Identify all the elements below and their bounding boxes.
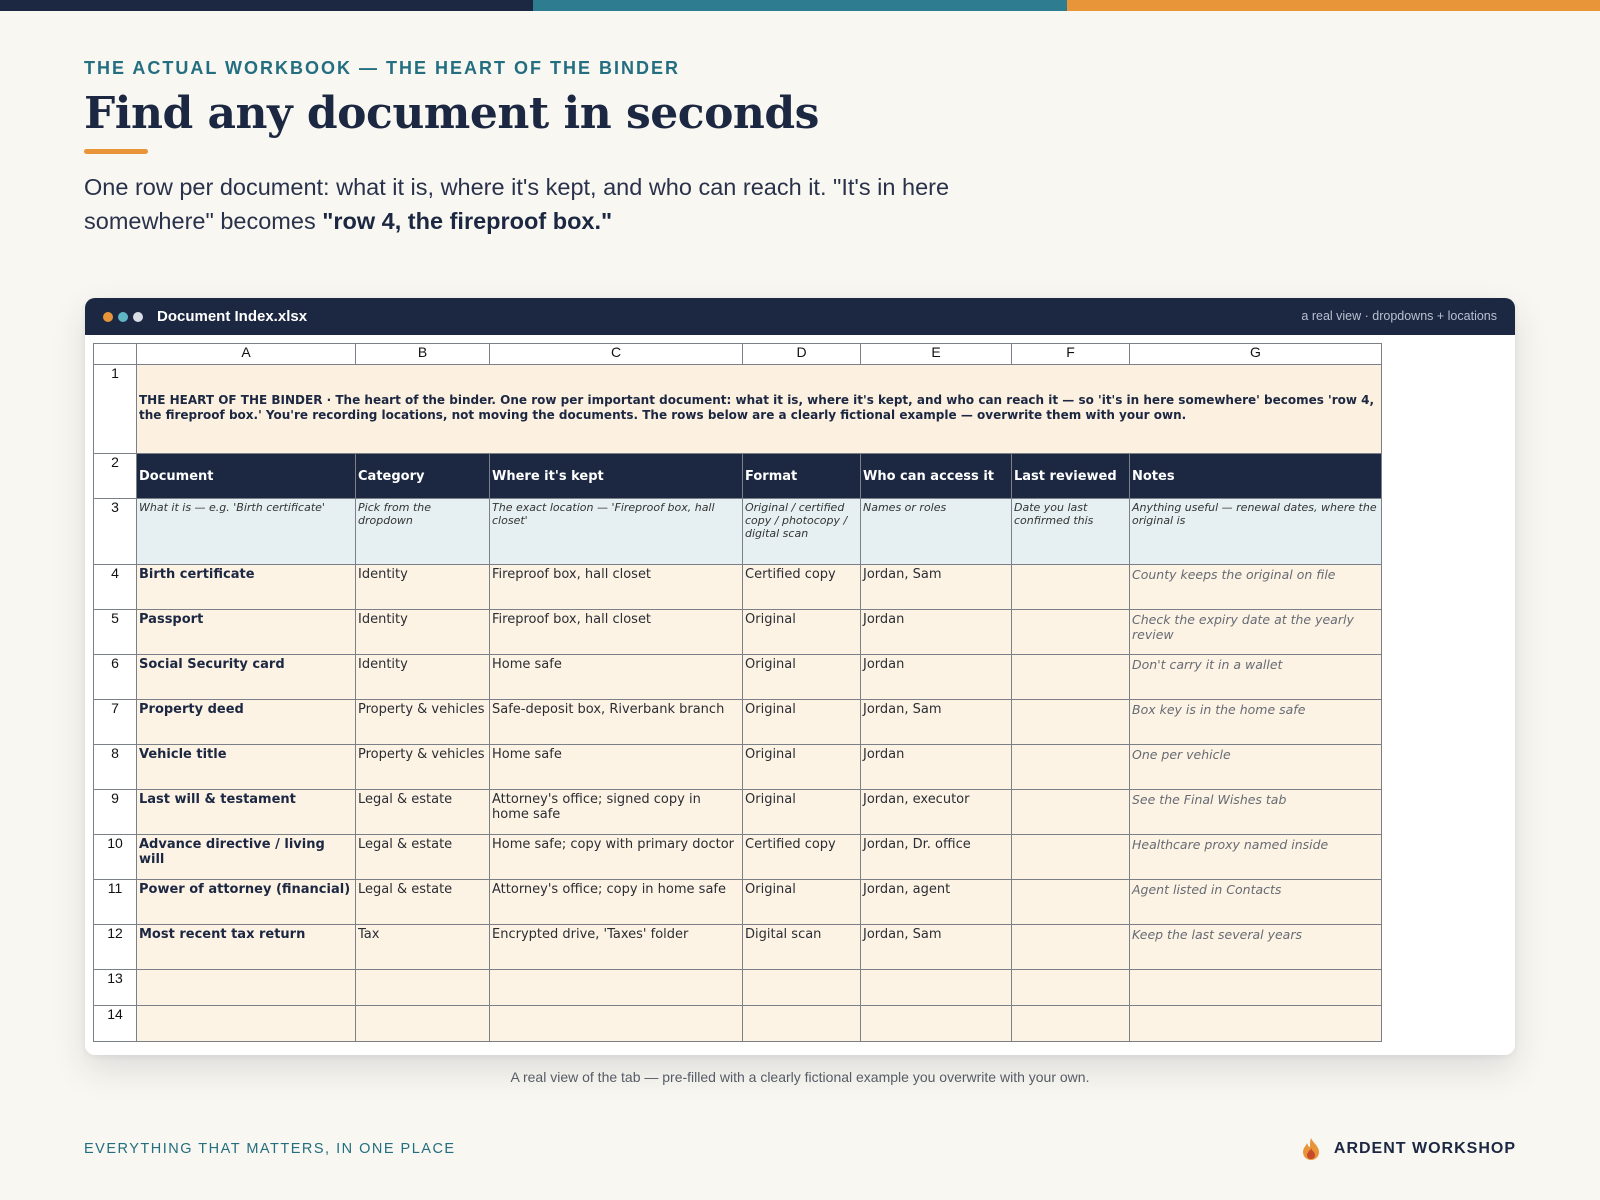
hint-cell[interactable]: Anything useful — renewal dates, where the original is (1130, 499, 1382, 565)
hint-row (94, 499, 1382, 565)
table-cell[interactable]: Box key is in the home safe (1130, 700, 1382, 745)
column-letter[interactable]: C (490, 344, 743, 365)
table-row (94, 790, 1382, 835)
table-cell[interactable] (137, 1006, 356, 1042)
table-row (94, 745, 1382, 790)
footer-tagline: EVERYTHING THAT MATTERS, IN ONE PLACE (84, 1141, 456, 1157)
table-cell[interactable]: Home safe (490, 655, 743, 700)
table-cell[interactable]: Jordan, agent (861, 880, 1012, 925)
banner-title: THE HEART OF THE BINDER (139, 393, 323, 407)
table-cell[interactable]: Attorney's office; signed copy in home safe (490, 790, 743, 835)
window-note: a real view · dropdowns + locations (1301, 309, 1497, 323)
table-cell[interactable]: Don't carry it in a wallet (1130, 655, 1382, 700)
table-cell[interactable]: Legal & estate (356, 790, 490, 835)
table-cell[interactable]: Encrypted drive, 'Taxes' folder (490, 925, 743, 970)
row-number[interactable]: 4 (94, 565, 137, 610)
table-cell[interactable]: Original (743, 790, 861, 835)
row-number[interactable]: 14 (94, 1006, 137, 1042)
eyebrow: THE ACTUAL WORKBOOK — THE HEART OF THE BINDER (84, 58, 680, 78)
row-number[interactable]: 2 (94, 454, 137, 499)
table-cell[interactable] (1012, 925, 1130, 970)
table-cell[interactable]: Last will & testament (137, 790, 356, 835)
table-cell[interactable]: Jordan (861, 745, 1012, 790)
banner-cell[interactable] (137, 365, 1382, 454)
table-cell[interactable]: Healthcare proxy named inside (1130, 835, 1382, 880)
header-row (94, 454, 1382, 499)
top-bar-teal (533, 0, 1066, 11)
caption: A real view of the tab — pre-filled with a clearly fictional example you overwrite with your own. (510, 1069, 1090, 1085)
table-cell[interactable] (490, 1006, 743, 1042)
table-cell[interactable] (1130, 970, 1382, 1006)
column-header-row (94, 344, 1382, 365)
table-cell[interactable]: Jordan, Sam (861, 925, 1012, 970)
table-cell[interactable] (1012, 565, 1130, 610)
row-number[interactable]: 6 (94, 655, 137, 700)
hint-cell[interactable]: Date you last confirmed this (1012, 499, 1130, 565)
table-cell[interactable]: Original (743, 655, 861, 700)
table-cell[interactable] (743, 970, 861, 1006)
table-cell[interactable]: One per vehicle (1130, 745, 1382, 790)
table-row (94, 880, 1382, 925)
table-cell[interactable] (743, 1006, 861, 1042)
row-number[interactable]: 5 (94, 610, 137, 655)
table-cell[interactable]: Fireproof box, hall closet (490, 565, 743, 610)
window-dot-grey[interactable] (133, 312, 143, 322)
table-cell[interactable]: Digital scan (743, 925, 861, 970)
row-number[interactable]: 3 (94, 499, 137, 565)
table-cell[interactable]: Original (743, 880, 861, 925)
row-number[interactable]: 9 (94, 790, 137, 835)
table-row (94, 835, 1382, 880)
header-cell[interactable]: Category (356, 454, 490, 499)
brand-name: ARDENT WORKSHOP (1333, 1140, 1516, 1157)
footer-brand (1300, 1137, 1516, 1161)
table-cell[interactable]: Jordan, executor (861, 790, 1012, 835)
spreadsheet-grid (93, 343, 1382, 1042)
flame-icon (1300, 1137, 1322, 1161)
table-cell[interactable] (1130, 1006, 1382, 1042)
header-cell[interactable]: Document (137, 454, 356, 499)
table-cell[interactable]: Certified copy (743, 835, 861, 880)
row-number[interactable]: 11 (94, 880, 137, 925)
table-row (94, 1006, 1382, 1042)
table-cell[interactable]: Most recent tax return (137, 925, 356, 970)
hint-cell[interactable]: The exact location — 'Fireproof box, hall closet' (490, 499, 743, 565)
table-cell[interactable]: County keeps the original on file (1130, 565, 1382, 610)
column-letter[interactable]: D (743, 344, 861, 365)
table-cell[interactable]: Agent listed in Contacts (1130, 880, 1382, 925)
table-cell[interactable]: Home safe (490, 745, 743, 790)
table-cell[interactable]: Check the expiry date at the yearly review (1130, 610, 1382, 655)
table-cell[interactable] (1012, 700, 1130, 745)
table-cell[interactable]: Original (743, 610, 861, 655)
window-dot-teal[interactable] (118, 312, 128, 322)
table-cell[interactable]: Property deed (137, 700, 356, 745)
table-row (94, 655, 1382, 700)
table-cell[interactable]: Jordan, Sam (861, 565, 1012, 610)
table-cell[interactable]: Identity (356, 610, 490, 655)
table-cell[interactable] (861, 1006, 1012, 1042)
table-cell[interactable] (1012, 655, 1130, 700)
table-cell[interactable]: Certified copy (743, 565, 861, 610)
top-bar-navy (0, 0, 533, 11)
table-cell[interactable] (1012, 880, 1130, 925)
table-cell[interactable] (137, 970, 356, 1006)
table-cell[interactable]: See the Final Wishes tab (1130, 790, 1382, 835)
header-cell[interactable]: Where it's kept (490, 454, 743, 499)
top-color-bar (0, 0, 1600, 11)
table-cell[interactable]: Advance directive / living will (137, 835, 356, 880)
column-letter[interactable]: F (1012, 344, 1130, 365)
column-letter[interactable]: B (356, 344, 490, 365)
hint-cell[interactable]: Names or roles (861, 499, 1012, 565)
table-row (94, 925, 1382, 970)
table-cell[interactable]: Property & vehicles (356, 700, 490, 745)
table-cell[interactable]: Jordan (861, 610, 1012, 655)
table-cell[interactable]: Keep the last several years (1130, 925, 1382, 970)
table-cell[interactable] (490, 970, 743, 1006)
spreadsheet-window (85, 298, 1515, 1055)
page-title: Find any document in seconds (84, 88, 819, 139)
hint-cell[interactable]: What it is — e.g. 'Birth certificate' (137, 499, 356, 565)
table-cell[interactable]: Original (743, 700, 861, 745)
table-cell[interactable]: Original (743, 745, 861, 790)
hint-cell[interactable]: Original / certified copy / photocopy / digital scan (743, 499, 861, 565)
table-cell[interactable]: Legal & estate (356, 880, 490, 925)
table-cell[interactable]: Attorney's office; copy in home safe (490, 880, 743, 925)
table-cell[interactable] (1012, 970, 1130, 1006)
table-cell[interactable]: Power of attorney (financial) (137, 880, 356, 925)
table-cell[interactable] (1012, 1006, 1130, 1042)
table-cell[interactable] (861, 970, 1012, 1006)
column-letter[interactable]: E (861, 344, 1012, 365)
table-cell[interactable]: Legal & estate (356, 835, 490, 880)
table-cell[interactable] (356, 970, 490, 1006)
table-cell[interactable] (1012, 610, 1130, 655)
table-cell[interactable]: Identity (356, 655, 490, 700)
table-row (94, 610, 1382, 655)
header-cell[interactable]: Format (743, 454, 861, 499)
table-cell[interactable]: Fireproof box, hall closet (490, 610, 743, 655)
header-cell[interactable]: Last reviewed (1012, 454, 1130, 499)
table-cell[interactable]: Social Security card (137, 655, 356, 700)
window-filename: Document Index.xlsx (157, 308, 308, 325)
row-number[interactable]: 7 (94, 700, 137, 745)
row-number[interactable]: 12 (94, 925, 137, 970)
subtitle (84, 170, 1044, 238)
table-cell[interactable] (1012, 790, 1130, 835)
table-cell[interactable]: Property & vehicles (356, 745, 490, 790)
banner-row (94, 365, 1382, 454)
table-cell[interactable]: Jordan (861, 655, 1012, 700)
table-cell[interactable]: Identity (356, 565, 490, 610)
column-letter[interactable]: A (137, 344, 356, 365)
table-row (94, 970, 1382, 1006)
hint-cell[interactable]: Pick from the dropdown (356, 499, 490, 565)
subtitle-text: One row per document: what it is, where it's kept, and who can reach it. "It's in here somewhere" becomes (84, 174, 950, 234)
column-letter[interactable]: G (1130, 344, 1382, 365)
title-underline (84, 149, 148, 154)
table-cell[interactable]: Birth certificate (137, 565, 356, 610)
row-number[interactable]: 10 (94, 835, 137, 880)
header-cell[interactable]: Who can access it (861, 454, 1012, 499)
table-cell[interactable]: Jordan, Sam (861, 700, 1012, 745)
banner-text: · The heart of the binder. One row per important document: what it is, where it's kept, and who can reach it — so 'it's in here somewhere' becomes 'row 4, the fireproof box.' You're recording locations, not moving the documents. The rows below are a clearly fictional example — overwrite them with your own. (139, 393, 1375, 422)
row-number[interactable]: 1 (94, 365, 137, 454)
row-number[interactable]: 13 (94, 970, 137, 1006)
table-cell[interactable] (1012, 835, 1130, 880)
table-row (94, 700, 1382, 745)
row-number[interactable]: 8 (94, 745, 137, 790)
table-cell[interactable]: Tax (356, 925, 490, 970)
table-cell[interactable]: Home safe; copy with primary doctor (490, 835, 743, 880)
table-row (94, 565, 1382, 610)
table-cell[interactable] (1012, 745, 1130, 790)
table-cell[interactable]: Jordan, Dr. office (861, 835, 1012, 880)
window-dot-orange[interactable] (103, 312, 113, 322)
window-titlebar (85, 298, 1515, 335)
subtitle-emphasis: "row 4, the fireproof box." (322, 208, 613, 234)
table-cell[interactable]: Passport (137, 610, 356, 655)
table-cell[interactable] (356, 1006, 490, 1042)
header-cell[interactable]: Notes (1130, 454, 1382, 499)
table-cell[interactable]: Safe-deposit box, Riverbank branch (490, 700, 743, 745)
table-cell[interactable]: Vehicle title (137, 745, 356, 790)
corner-cell[interactable] (94, 344, 137, 365)
top-bar-orange (1067, 0, 1600, 11)
